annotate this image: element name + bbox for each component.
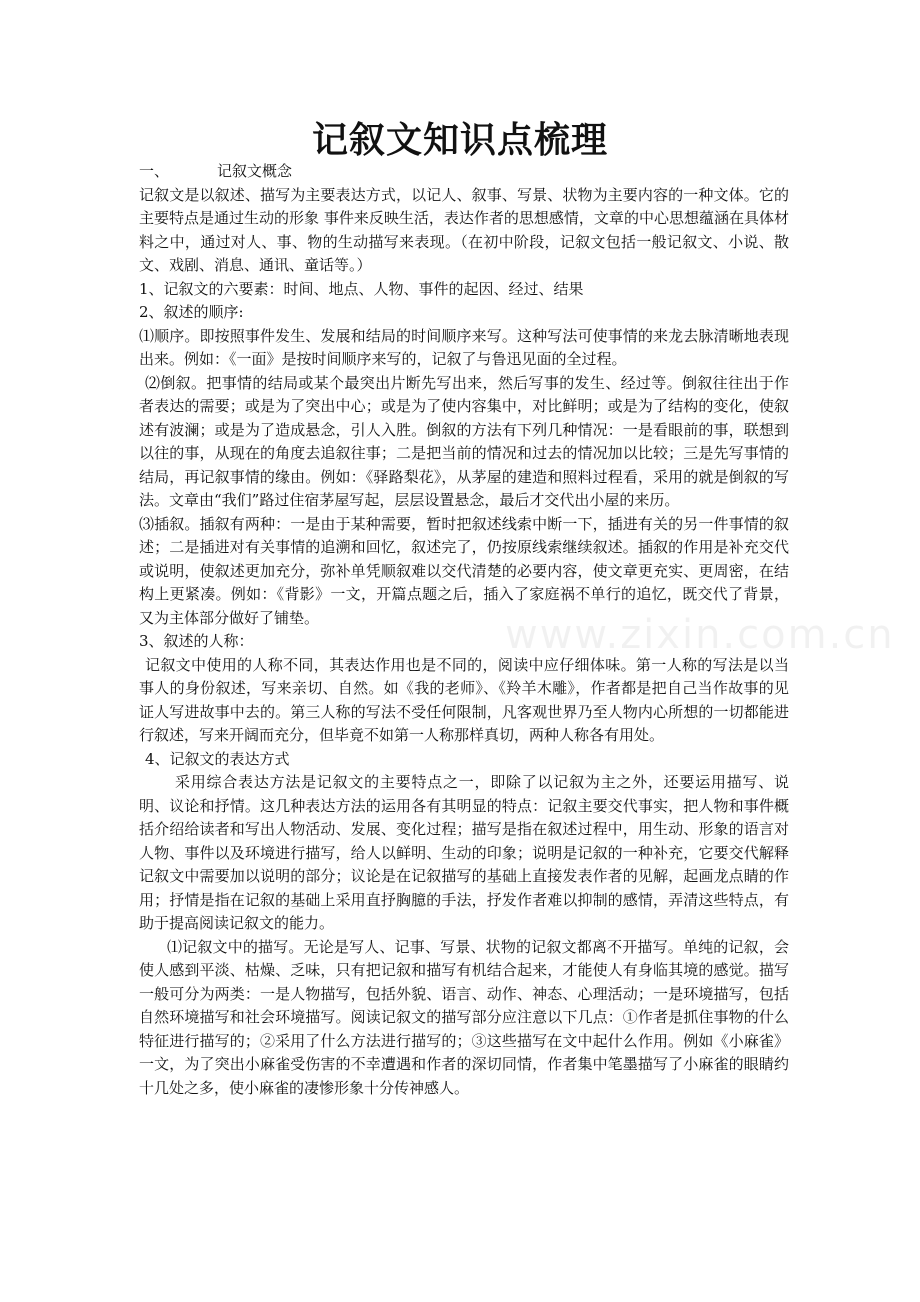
- paragraph: 采用综合表达方法是记叙文的主要特点之一，即除了以记叙为主之外，还要运用描写、说明、议论和抒情。这几种表达方法的运用各有其明显的特点：记叙主要交代事实，把人物和事件概括介绍给读者和写出人物活动、发展、变化过程；描写是指在叙述过程中，用生动、形象的语言对人物、事件以及环境进行描写，给人以鲜明、生动的印象；说明是记叙的一种补充，它要交代解释记叙文中需要加以说明的部分；议论是在记叙描写的基础上直接发表作者的见解，起画龙点睛的作用；抒情是指在记叙的基础上采用直抒胸臆的手法，抒发作者难以抑制的感情，弄清这些特点，有助于提高阅读记叙文的能力。: [139, 773, 789, 932]
- paragraph: ⑴顺序。即按照事件发生、发展和结局的时间顺序来写。这种写法可使事情的来龙去脉清晰地表现出来。例如：《一面》是按时间顺序来写的，记叙了与鲁迅见面的全过程。: [139, 326, 789, 368]
- paragraph: 记叙文是以叙述、描写为主要表达方式，以记人、叙事、写景、状物为主要内容的一种文体。它的主要特点是通过生动的形象 事件来反映生活，表达作者的思想感情，文章的中心思想蕴涵在具体材料之中，通过对人、事、物的生动描写来表现。（在初中阶段，记叙文包括一般记叙文、小说、散文、戏剧、消息、通讯、童话等。）: [139, 185, 789, 274]
- document-body: [139, 160, 789, 1100]
- paragraph: ⑶插叙。插叙有两种：一是由于某种需要，暂时把叙述线索中断一下，插进有关的另一件事情的叙述；二是插进对有关事情的追溯和回忆，叙述完了，仍按原线索继续叙述。插叙的作用是补充交代或说明，使叙述更加充分，弥补单凭顺叙难以交代清楚的必要内容，使文章更充实、更周密，在结构上更紧凑。例如：《背影》一文，开篇点题之后，插入了家庭祸不单行的追忆，既交代了背景，又为主体部分做好了铺垫。: [139, 514, 789, 627]
- document-title: 记叙文知识点梳理: [311, 119, 608, 161]
- subheading: 3、叙述的人称：: [139, 632, 254, 650]
- watermark: www.zixin.com.cn: [505, 612, 895, 658]
- paragraph: 记叙文中使用的人称不同，其表达作用也是不同的，阅读中应仔细体味。第一人称的写法是以当事人的身份叙述，写来亲切、自然。如《我的老师》、《羚羊木雕》，作者都是把自己当作故事的见证人写进故事中去的。第三人称的写法不受任何限制，凡客观世界乃至人物内心所想的一切都能进行叙述，写来开阔而充分，但毕竟不如第一人称那样真切，两种人称各有用处。: [139, 655, 789, 744]
- subheading: 2、叙述的顺序:: [139, 303, 244, 321]
- paragraph: 1、记叙文的六要素：时间、地点、人物、事件的起因、经过、结果: [139, 279, 584, 298]
- subheading: 4、记叙文的表达方式: [145, 749, 290, 768]
- section-number: 一、: [139, 162, 170, 180]
- section-heading: [139, 160, 789, 184]
- paragraph: ⑵倒叙。把事情的结局或某个最突出片断先写出来，然后写事的发生、经过等。倒叙往往出于作者表达的需要；或是为了突出中心；或是为了使内容集中，对比鲜明；或是为了结构的变化，使叙述有波澜；或是为了造成悬念，引人入胜。倒叙的方法有下列几种情况：一是看眼前的事，联想到以往的事，从现在的角度去追叙往事；二是把当前的情况和过去的情况加以比较；三是先写事情的结局，再记叙事情的缘由。例如：《驿路梨花》，从茅屋的建造和照料过程看，采用的就是倒叙的写法。文章由“我们”路过住宿茅屋写起，层层设置悬念，最后才交代出小屋的来历。: [139, 373, 789, 509]
- section-title: 记叙文概念: [217, 162, 293, 180]
- paragraph: ⑴记叙文中的描写。无论是写人、记事、写景、状物的记叙文都离不开描写。单纯的记叙，会使人感到平淡、枯燥、乏味，只有把记叙和描写有机结合起来，才能使人有身临其境的感觉。描写一般可分为两类：一是人物描写，包括外貌、语言、动作、神态、心理活动；一是环境描写，包括自然环境描写和社会环境描写。阅读记叙文的描写部分应注意以下几点：①作者是抓住事物的什么特征进行描写的；②采用了什么方法进行描写的；③这些描写在文中起什么作用。例如《小麻雀》一文，为了突出小麻雀受伤害的不幸遭遇和作者的深切同情，作者集中笔墨描写了小麻雀的眼睛约十几处之多，使小麻雀的凄惨形象十分传神感人。: [139, 937, 789, 1097]
